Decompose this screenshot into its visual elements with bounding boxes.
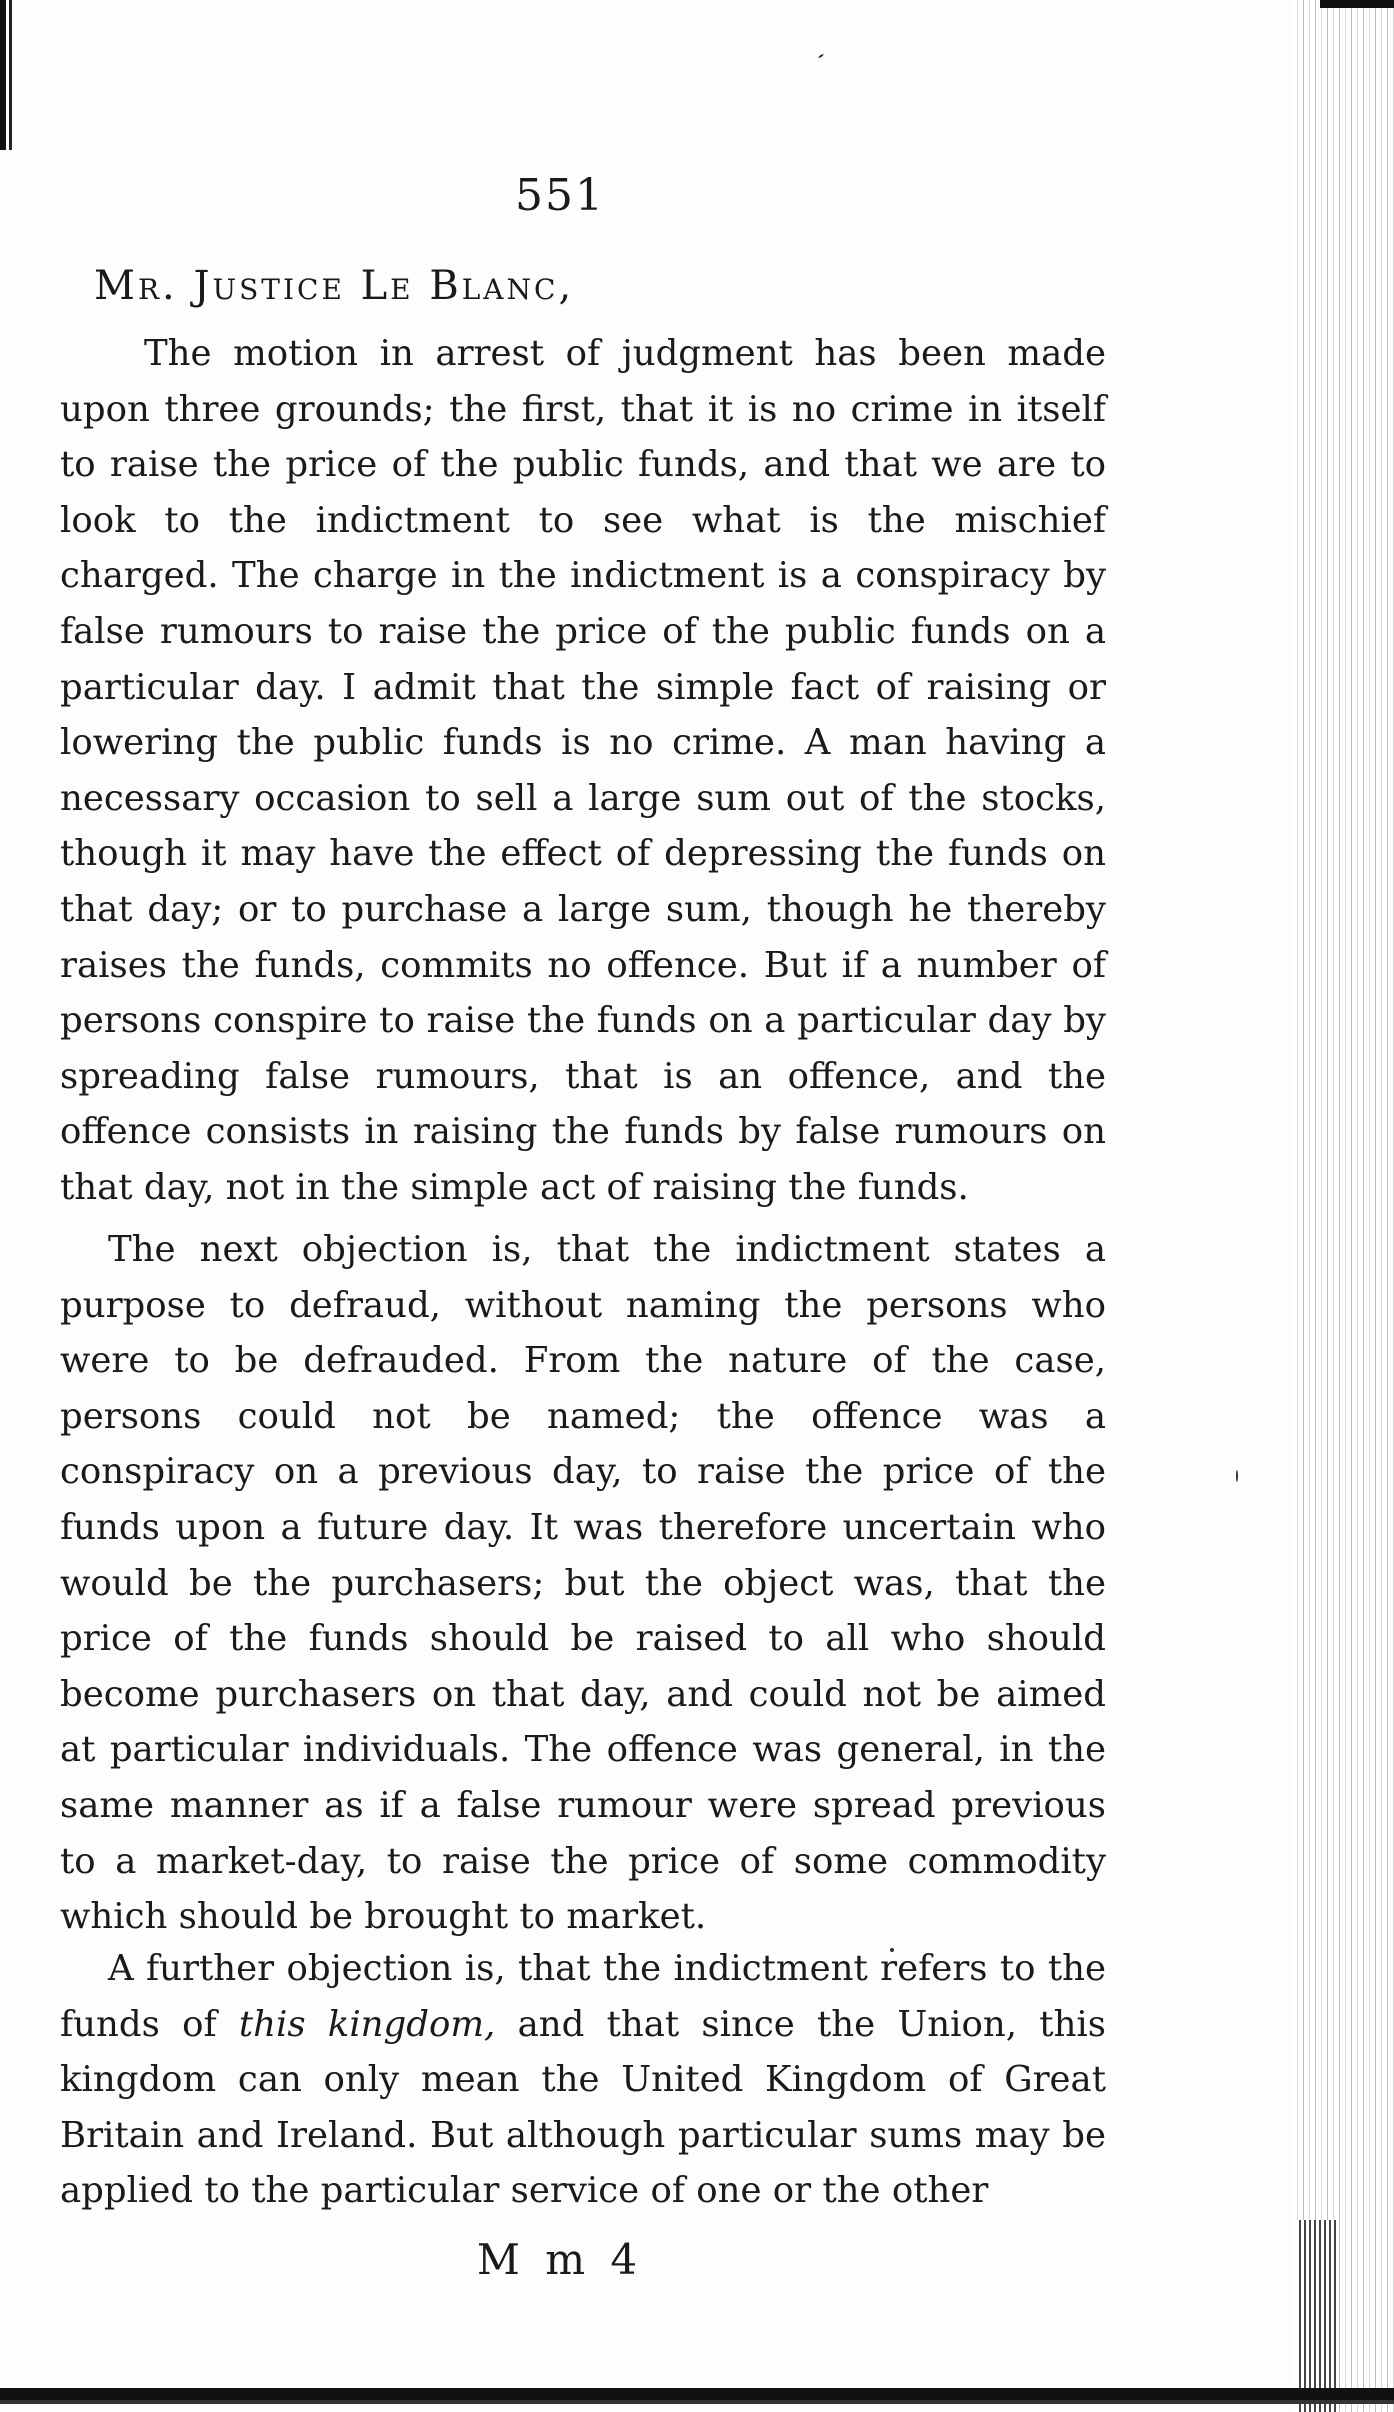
page-number: 551 (515, 170, 605, 221)
paragraph-3-emphasis: this kingdom, (238, 2003, 496, 2045)
paragraph-1 (60, 326, 1106, 1216)
paragraph-3 (60, 1941, 1106, 2219)
ink-speck (818, 53, 824, 58)
paragraph-3-text (60, 1941, 1106, 2219)
ink-speck (1236, 1470, 1238, 1482)
binding-edge-left (0, 0, 16, 150)
scan-corner-mark (1320, 0, 1394, 8)
paragraph-2-text: The next objection is, that the indictment states a purpose to defraud, without naming the persons who were to be defrauded. From the nature of the case, persons could not be named; the offence was a conspiracy on a previous day, to raise the price of the funds upon a future day. It was therefore uncertain who would be the purchasers; but the object was, that the price of the funds should be raised to all who should become purchasers on that day, and could not be aimed at particular individuals. The offence was general, in the same manner as if a false rumour were spread previous to a market-day, to raise the price of some commodity which should be brought to market. (60, 1229, 1106, 1938)
signature-mark: M m 4 (476, 2235, 644, 2284)
speaker-heading: Mr. Justice Le Blanc, (94, 263, 575, 309)
paragraph-1-text: The motion in arrest of judgment has been made upon three grounds; the first, that it is no crime in itself to raise the price of the public funds, and that we are to look to the indictment to see what is the mischief charged. The charge in the indictment is a conspiracy by false rumours to raise the price of the public funds on a particular day. I admit that the simple fact of raising or lowering the public funds is no crime. A man having a necessary occasion to sell a large sum out of the stocks, though it may have the effect of depressing the funds on that day; or to purchase a large sum, though he thereby raises the funds, commits no offence. But if a number of persons conspire to raise the funds on a particular day by spreading false rumours, that is an offence, and the offence consists in raising the funds by false rumours on that day, not in the simple act of raising the funds. (60, 333, 1106, 1208)
page-edges-right (1292, 0, 1394, 2412)
paragraph-3-before: A further objection is, that the indictment refers to the funds of (60, 1948, 1106, 2045)
binding-edge-bottom (0, 2384, 1394, 2412)
paragraph-2 (60, 1222, 1106, 1945)
paragraph-3-after: and that since the Union, this kingdom can only mean the United Kingdom of Great Britain and Ireland. But although particular sums may be applied to the particular service of one or the other (60, 2003, 1107, 2212)
